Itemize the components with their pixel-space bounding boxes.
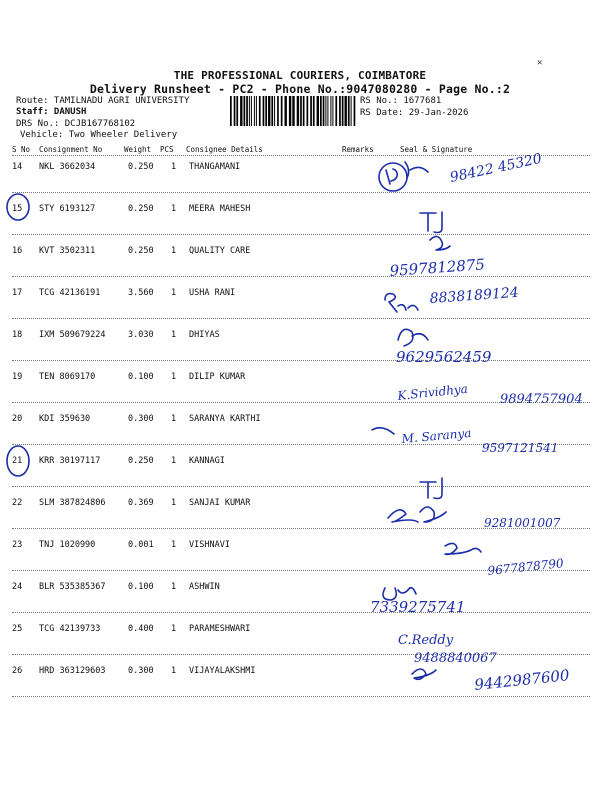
svg-text:98422 45320: 98422 45320 [448, 150, 544, 186]
row-divider [12, 318, 590, 319]
cell-weight: 3.030 [128, 330, 154, 340]
cell-consignee: QUALITY CARE [189, 246, 251, 256]
cell-consignment: TNJ 1020990 [39, 540, 96, 550]
cell-consignment: SLM 387824806 [39, 498, 106, 508]
col-header-pcs: PCS [160, 145, 174, 154]
svg-text:C.Reddy: C.Reddy [398, 633, 454, 648]
cell-pcs: 1 [171, 246, 177, 256]
rs-number: RS No.: 1677681 [360, 96, 442, 106]
company-title: THE PROFESSIONAL COURIERS, COIMBATORE [173, 69, 427, 82]
cell-weight: 0.001 [128, 540, 154, 550]
cell-sno: 19 [12, 372, 23, 382]
row-divider [12, 696, 590, 697]
cell-consignment: NKL 3662034 [39, 162, 96, 172]
row-divider [12, 654, 590, 655]
stray-mark: ✕ [537, 58, 543, 68]
cell-pcs: 1 [171, 204, 177, 214]
cell-consignee: THANGAMANI [189, 162, 241, 172]
cell-sno: 18 [12, 330, 23, 340]
col-header-seal: Seal & Signature [400, 145, 473, 154]
svg-text:9629562459: 9629562459 [396, 348, 492, 366]
initials-row-22 [420, 478, 442, 499]
row-divider [12, 444, 590, 445]
row-divider [12, 486, 590, 487]
svg-text:8838189124: 8838189124 [429, 284, 520, 307]
cell-weight: 0.300 [128, 666, 154, 676]
col-header-sno: S No [12, 145, 31, 154]
cell-sno: 20 [12, 414, 23, 424]
cell-pcs: 1 [171, 498, 177, 508]
signature-row-20 [396, 382, 583, 407]
col-header-remarks: Remarks [342, 145, 374, 154]
cell-pcs: 1 [171, 372, 177, 382]
cell-pcs: 1 [171, 288, 177, 298]
header-divider [12, 155, 590, 156]
cell-consignment: HRD 363129603 [39, 666, 106, 676]
cell-consignee: SANJAI KUMAR [189, 498, 251, 508]
row-divider [12, 570, 590, 571]
svg-text:M. Saranya: M. Saranya [401, 425, 472, 446]
cell-consignment: STY 6193127 [39, 204, 96, 214]
svg-text:9597121541: 9597121541 [482, 441, 559, 455]
svg-text:9442987600: 9442987600 [473, 666, 571, 694]
cell-weight: 3.560 [128, 288, 154, 298]
svg-text:9894757904: 9894757904 [500, 392, 583, 407]
svg-text:K.Srividhya: K.Srividhya [396, 381, 469, 403]
cell-weight: 0.250 [128, 162, 154, 172]
cell-sno: 16 [12, 246, 23, 256]
cell-pcs: 1 [171, 456, 177, 466]
route-label: Route: TAMILNADU AGRI UNIVERSITY [16, 96, 190, 106]
cell-pcs: 1 [171, 414, 177, 424]
cell-sno: 23 [12, 540, 23, 550]
staff-label: Staff: DANUSH [16, 107, 87, 117]
cell-consignee: SARANYA KARTHI [189, 414, 261, 424]
barcode-graphic [230, 96, 356, 126]
cell-consignment: KRR 30197117 [39, 456, 101, 466]
cell-sno: 21 [12, 456, 23, 466]
cell-consignee: VISHNAVI [189, 540, 230, 550]
cell-pcs: 1 [171, 624, 177, 634]
col-header-consignee: Consignee Details [186, 145, 263, 154]
cell-weight: 0.100 [128, 372, 154, 382]
cell-consignment: BLR 535385367 [39, 582, 106, 592]
drs-label: DRS No.: DCJB167768102 [16, 119, 136, 129]
cell-weight: 0.400 [128, 624, 154, 634]
svg-text:9281001007: 9281001007 [484, 516, 561, 530]
cell-consignment: KDI 359630 [39, 414, 91, 424]
row-divider [12, 234, 590, 235]
cell-pcs: 1 [171, 582, 177, 592]
cell-consignee: DHIYAS [189, 330, 220, 340]
svg-text:9677878790: 9677878790 [486, 556, 565, 578]
cell-consignee: PARAMESHWARI [189, 624, 251, 634]
svg-text:9488840067: 9488840067 [414, 651, 497, 666]
row-divider [12, 528, 590, 529]
cell-weight: 0.369 [128, 498, 154, 508]
cell-consignment: IXM 509679224 [39, 330, 106, 340]
cell-sno: 24 [12, 582, 23, 592]
signature-row-22 [388, 507, 561, 530]
cell-pcs: 1 [171, 666, 177, 676]
svg-text:7339275741: 7339275741 [370, 598, 466, 616]
cell-consignee: KANNAGI [189, 456, 225, 466]
col-header-weight: Weight [124, 145, 152, 154]
signature-row-23 [445, 543, 565, 578]
cell-consignee: ASHWIN [189, 582, 220, 592]
cell-consignee: VIJAYALAKSHMI [189, 666, 256, 676]
signature-row-21 [372, 426, 558, 455]
cell-weight: 0.300 [128, 414, 154, 424]
cell-consignment: TCG 42136191 [39, 288, 101, 298]
signature-row-14 [379, 151, 543, 191]
col-header-consignment: Consignment No [39, 145, 103, 154]
phone-row-17: 9597812875 [389, 255, 486, 280]
vehicle-label: Vehicle: Two Wheeler Delivery [20, 130, 178, 140]
cell-pcs: 1 [171, 162, 177, 172]
initials-row-15 [420, 212, 450, 250]
cell-sno: 17 [12, 288, 23, 298]
rs-date: RS Date: 29-Jan-2026 [360, 108, 469, 118]
signature-row-18 [385, 285, 519, 312]
cell-sno: 22 [12, 498, 23, 508]
runsheet-subtitle: Delivery Runsheet - PC2 - Phone No.:9047080280 - Page No.:2 [89, 82, 511, 96]
row-divider [12, 192, 590, 193]
cell-consignee: DILIP KUMAR [189, 372, 246, 382]
cell-consignment: TCG 42139733 [39, 624, 101, 634]
row-divider [12, 402, 590, 403]
cell-consignment: TEN 8069170 [39, 372, 96, 382]
signature-row-25 [398, 633, 571, 694]
cell-weight: 0.100 [128, 582, 154, 592]
cell-sno: 26 [12, 666, 23, 676]
row-divider [12, 360, 590, 361]
cell-sno: 15 [12, 204, 23, 214]
row-divider [12, 612, 590, 613]
cell-weight: 0.250 [128, 246, 154, 256]
cell-consignee: MEERA MAHESH [189, 204, 251, 214]
cell-sno: 25 [12, 624, 23, 634]
cell-weight: 0.250 [128, 456, 154, 466]
cell-weight: 0.250 [128, 204, 154, 214]
cell-pcs: 1 [171, 540, 177, 550]
cell-consignment: KVT 3502311 [39, 246, 96, 256]
cell-sno: 14 [12, 162, 23, 172]
cell-pcs: 1 [171, 330, 177, 340]
cell-consignee: USHA RANI [189, 288, 236, 298]
row-divider [12, 276, 590, 277]
